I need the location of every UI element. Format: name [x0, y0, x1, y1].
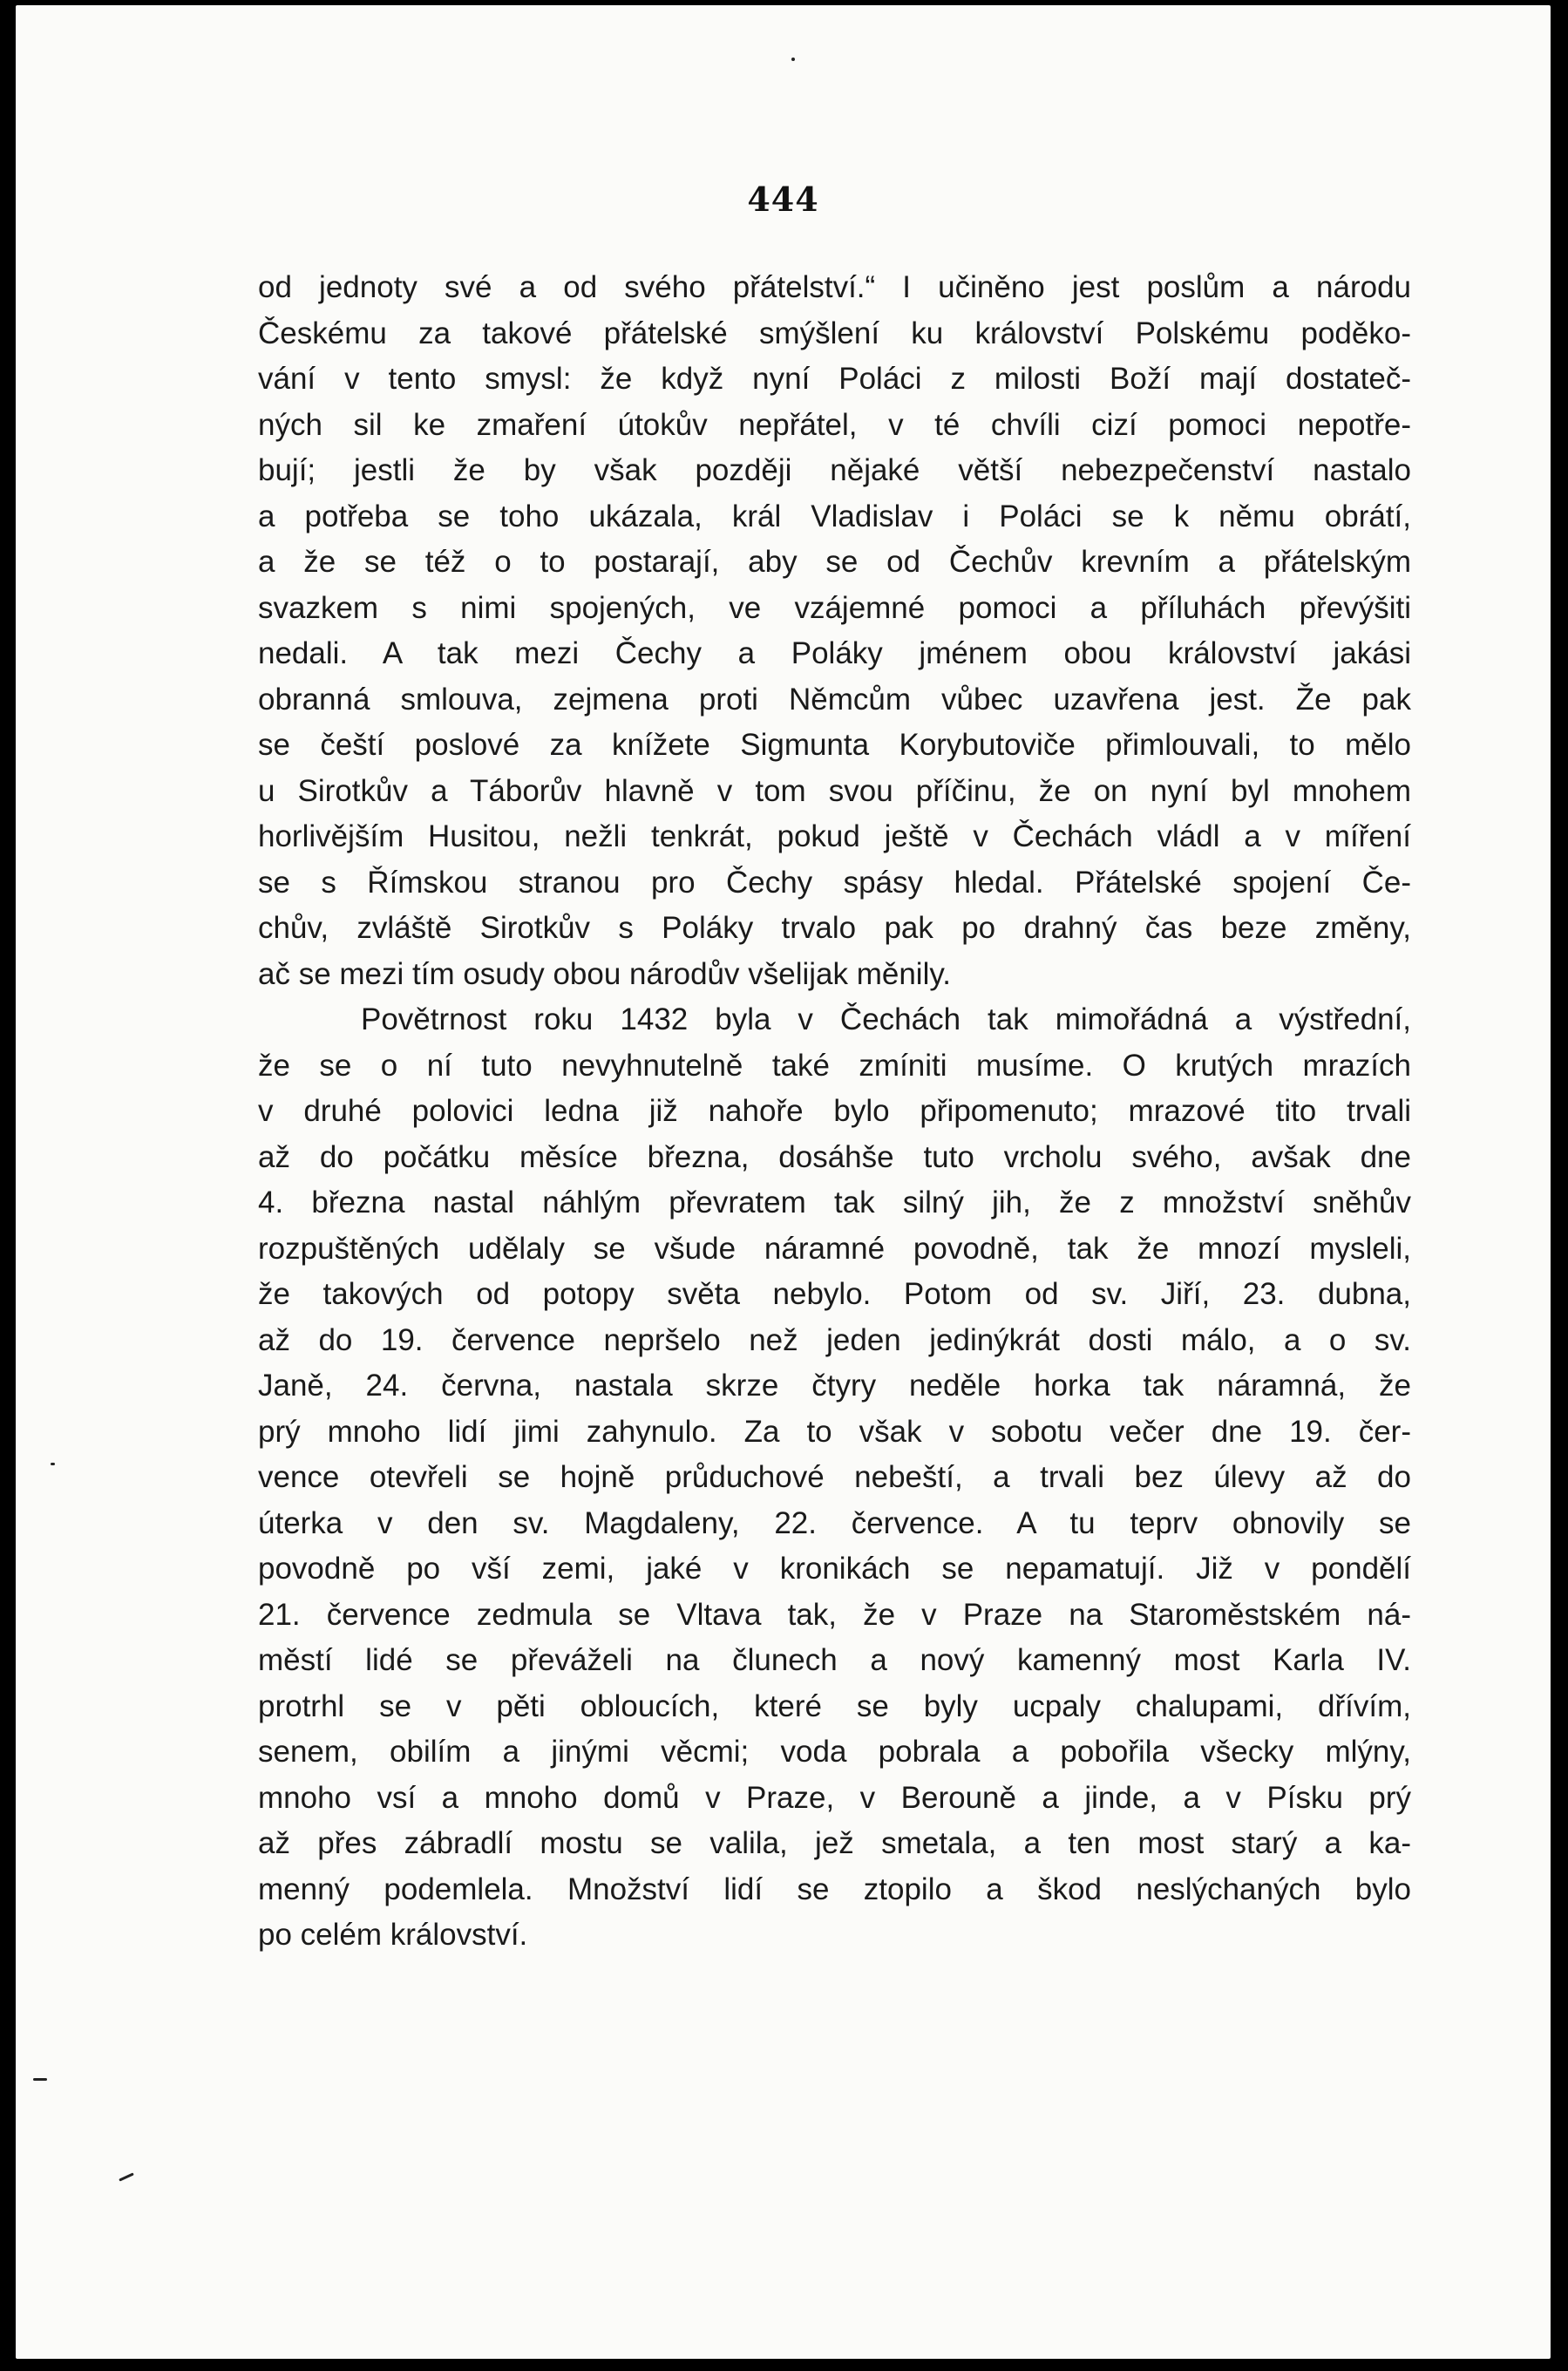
text-line: a potřeba se toho ukázala, král Vladislav i Poláci se k němu obrátí, — [258, 499, 1411, 533]
text-line: svazkem s nimi spojených, ve vzájemné pomoci a příluhách převýšiti — [258, 590, 1411, 625]
book-page — [16, 5, 1551, 2359]
text-line: se s Římskou stranou pro Čechy spásy hledal. Přátelské spojení Če- — [258, 865, 1411, 900]
text-line: Českému za takové přátelské smýšlení ku království Polskému poděko- — [258, 316, 1411, 350]
text-line: vence otevřeli se hojně průduchové nebeští, a trvali bez úlevy až do — [258, 1460, 1411, 1494]
text-line: že se o ní tuto nevyhnutelně také zmíniti musíme. O krutých mrazích — [258, 1048, 1411, 1083]
scan-speck — [33, 2078, 47, 2081]
text-line: 21. července zedmula se Vltava tak, že v Praze na Staroměstském ná- — [258, 1597, 1411, 1632]
text-line: senem, obilím a jinými věcmi; voda pobrala a pobořila všecky mlýny, — [258, 1735, 1411, 1769]
text-line: rozpuštěných udělaly se všude náramné povodně, tak že mnozí mysleli, — [258, 1231, 1411, 1266]
text-line: prý mnoho lidí jimi zahynulo. Za to však v sobotu večer dne 19. čer- — [258, 1414, 1411, 1449]
text-line: horlivějším Husitou, nežli tenkrát, pokud ještě v Čechách vládl a v míření — [258, 819, 1411, 853]
text-line: ač se mezi tím osudy obou národův všelijak měnily. — [258, 956, 951, 991]
text-line: bují; jestli že by však později nějaké větší nebezpečenství nastalo — [258, 453, 1411, 487]
scan-speck — [51, 1463, 55, 1465]
text-line: až do 19. července nepršelo než jeden jedinýkrát dosti málo, a o sv. — [258, 1322, 1411, 1357]
text-line: že takových od potopy světa nebylo. Potom od sv. Jiří, 23. dubna, — [258, 1277, 1411, 1311]
text-line: městí lidé se převáželi na člunech a nový kamenný most Karla IV. — [258, 1643, 1411, 1677]
text-line: protrhl se v pěti obloucích, které se byly ucpaly chalupami, dřívím, — [258, 1688, 1411, 1723]
text-line: Janě, 24. června, nastala skrze čtyry neděle horka tak náramná, že — [258, 1369, 1411, 1403]
text-line: až do počátku měsíce března, dosáhše tuto vrcholu svého, avšak dne — [258, 1139, 1411, 1174]
text-line: vání v tento smysl: že když nyní Poláci z milosti Boží mají dostateč- — [258, 362, 1411, 396]
text-line: Povětrnost roku 1432 byla v Čechách tak mimořádná a výstřední, — [361, 1002, 1411, 1036]
text-line: obranná smlouva, zejmena proti Němcům vůbec uzavřena jest. Že pak — [258, 682, 1411, 717]
text-line: 4. března nastal náhlým převratem tak silný jih, že z množství sněhův — [258, 1186, 1411, 1219]
text-line: povodně po vší zemi, jaké v kronikách se nepamatují. Již v pondělí — [258, 1552, 1411, 1586]
scan-speck — [119, 2172, 134, 2181]
text-line: chův, zvláště Sirotkův s Poláky trvalo pak po drahný čas beze změny, — [258, 911, 1411, 945]
text-line: u Sirotkův a Táborův hlavně v tom svou příčinu, že on nyní byl mnohem — [258, 773, 1411, 808]
scan-speck — [791, 58, 795, 61]
body-text — [258, 265, 1411, 1959]
text-line: menný podemlela. Množství lidí se ztopilo a škod neslýchaných bylo — [258, 1872, 1411, 1906]
text-line: nedali. A tak mezi Čechy a Poláky jménem obou království jakási — [258, 636, 1411, 670]
text-line: od jednoty své a od svého přátelství.“ I učiněno jest poslům a národu — [258, 270, 1411, 304]
text-line: po celém království. — [258, 1918, 528, 1952]
text-line: a že se též o to postarají, aby se od Čechův krevním a přátelským — [258, 545, 1411, 579]
text-line: v druhé polovici ledna již nahoře bylo připomenuto; mrazové tito trvali — [258, 1094, 1411, 1128]
text-line: se čeští poslové za knížete Sigmunta Korybutoviče přimlouvali, to mělo — [258, 728, 1411, 762]
text-line: úterka v den sv. Magdaleny, 22. července. A tu teprv obnovily se — [258, 1505, 1411, 1540]
text-line: mnoho vsí a mnoho domů v Praze, v Berouně a jinde, a v Písku prý — [258, 1780, 1411, 1815]
text-line: až přes zábradlí mostu se valila, jež smetala, a ten most starý a ka- — [258, 1826, 1411, 1860]
page-number: 444 — [747, 180, 819, 219]
text-line: ných sil ke zmaření útokův nepřátel, v té chvíli cizí pomoci nepotře- — [258, 407, 1411, 442]
